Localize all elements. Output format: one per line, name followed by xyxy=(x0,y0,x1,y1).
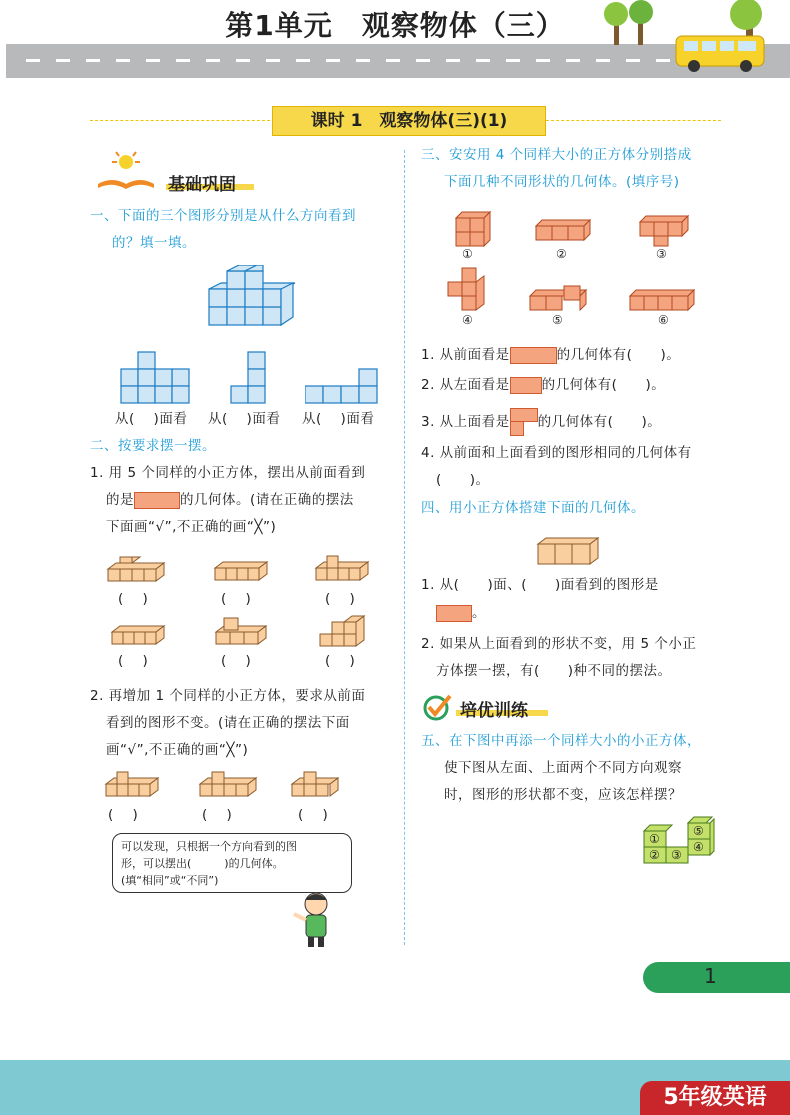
q2-2-line1: 2. 再增加 1 个同样的小正方体，要求从前面 xyxy=(90,688,366,704)
arrangement-5 xyxy=(214,612,270,652)
q1-view-1 xyxy=(120,350,192,406)
q2-1-line3: 下面画“√”,不正确的画“╳”) xyxy=(106,519,277,535)
shape-6 xyxy=(628,288,696,314)
shape-3-label: ③ xyxy=(656,247,667,261)
arrangement-6 xyxy=(318,610,370,652)
q5-line3: 时，图形的形状都不变，应该怎样摆？ xyxy=(444,787,682,803)
shape-2-label: ② xyxy=(556,247,567,261)
extra-arrangement-3-answer[interactable]: ( ) xyxy=(298,807,329,823)
grade-subject-badge: 5年级英语 xyxy=(640,1081,790,1115)
unit-title: 第1单元 观察物体（三） xyxy=(225,9,565,42)
view-2-rect xyxy=(436,605,472,622)
q3-2: 2. 从左面看是 的几何体有( )。 xyxy=(421,377,666,393)
shape-5 xyxy=(528,282,590,312)
q2-title: 二、按要求摆一摆。 xyxy=(90,438,216,454)
view-label-3[interactable]: 从( )面看 xyxy=(302,411,375,427)
extra-arrangement-3 xyxy=(290,770,342,802)
arrangement-5-answer[interactable]: ( ) xyxy=(221,653,252,669)
shape-5-label: ⑤ xyxy=(552,313,563,327)
q4-1-line2: 。 xyxy=(436,600,486,627)
front-view-4-rect xyxy=(134,492,180,509)
front-view-3-rect xyxy=(510,347,557,364)
q1-text-line2: 的？填一填。 xyxy=(112,235,196,251)
shape-2 xyxy=(534,216,592,246)
extra-arrangement-2 xyxy=(198,770,260,802)
divider-right xyxy=(546,120,721,121)
view-label-2[interactable]: 从( )面看 xyxy=(208,411,281,427)
q3-4-line1: 4. 从前面和上面看到的图形相同的几何体有 xyxy=(421,445,692,461)
q2-1-line2: 的是 的几何体。(请在正确的摆法 xyxy=(106,492,354,508)
q5-line1: 五、在下图中再添一个同样大小的小正方体， xyxy=(421,733,701,749)
q3-line2: 下面几种不同形状的几何体。(填序号) xyxy=(444,174,680,190)
extra-arrangement-2-answer[interactable]: ( ) xyxy=(202,807,233,823)
arrangement-3 xyxy=(314,552,372,588)
page-number: 1 xyxy=(704,964,717,988)
q4-2-line1: 2. 如果从上面看到的形状不变，用 5 个小正 xyxy=(421,636,697,652)
arrangement-2-answer[interactable]: ( ) xyxy=(221,591,252,607)
arrangement-3-answer[interactable]: ( ) xyxy=(325,591,356,607)
shape-4 xyxy=(446,266,492,312)
q4-title: 四、用小正方体搭建下面的几何体。 xyxy=(421,500,645,516)
q2-2-line2: 看到的图形不变。(请在正确的摆法下面 xyxy=(106,715,350,731)
q4-1-line1: 1. 从( )面、( )面看到的图形是 xyxy=(421,577,659,593)
divider-left xyxy=(90,120,270,121)
q2-2-line3: 画“√”,不正确的画“╳”) xyxy=(106,742,249,758)
shape-4-label: ④ xyxy=(462,313,473,327)
arrangement-6-answer[interactable]: ( ) xyxy=(325,653,356,669)
q3-1: 1. 从前面看是 的几何体有( )。 xyxy=(421,347,681,363)
q5-line2: 使下图从左面、上面两个不同方向观察 xyxy=(444,760,682,776)
book-lightbulb-icon xyxy=(96,148,158,192)
left-view-2-rect xyxy=(510,377,542,394)
q1-view-2 xyxy=(230,350,270,406)
shape-6-label: ⑥ xyxy=(658,313,669,327)
column-divider xyxy=(404,150,405,945)
arrangement-1-answer[interactable]: ( ) xyxy=(118,591,149,607)
arrangement-1 xyxy=(106,553,168,589)
arrangement-2 xyxy=(213,556,271,588)
q3-4-line2[interactable]: ( )。 xyxy=(436,472,490,488)
top-view-l-shape xyxy=(510,408,538,436)
section-advanced-title: 培优训练 xyxy=(460,701,528,721)
q2-1-line1: 1. 用 5 个同样的小正方体，摆出从前面看到 xyxy=(90,465,366,481)
q1-3d-figure xyxy=(205,265,300,333)
lesson-title: 课时 1 观察物体(三)(1) xyxy=(272,106,546,136)
q3-line1: 三、安安用 4 个同样大小的正方体分别搭成 xyxy=(421,147,692,163)
q5-cube-figure: ① ② ③ ④ ⑤ xyxy=(642,815,718,867)
boy-character xyxy=(288,888,340,948)
hint-speech-bubble: 可以发现，只根据一个方向看到的图 形，可以摆出( )的几何体。 (填“相同”或“不同”) xyxy=(112,833,352,893)
section-basic-title: 基础巩固 xyxy=(168,175,236,195)
arrangement-4-answer[interactable]: ( ) xyxy=(118,653,149,669)
shape-3 xyxy=(638,214,690,248)
q1-view-3 xyxy=(305,367,381,407)
extra-arrangement-1-answer[interactable]: ( ) xyxy=(108,807,139,823)
q3-3: 3. 从上面看是 的几何体有( )。 xyxy=(421,408,661,436)
extra-arrangement-1 xyxy=(104,770,162,802)
view-label-1[interactable]: 从( )面看 xyxy=(115,411,188,427)
checkmark-icon xyxy=(422,692,454,722)
shape-1-label: ① xyxy=(462,247,473,261)
arrangement-4 xyxy=(110,618,168,652)
q1-text-line1: 一、下面的三个图形分别是从什么方向看到 xyxy=(90,208,356,224)
q4-2-line2: 方体摆一摆，有( )种不同的摆法。 xyxy=(436,663,672,679)
q4-3d-figure xyxy=(536,530,600,568)
shape-1 xyxy=(452,208,492,248)
